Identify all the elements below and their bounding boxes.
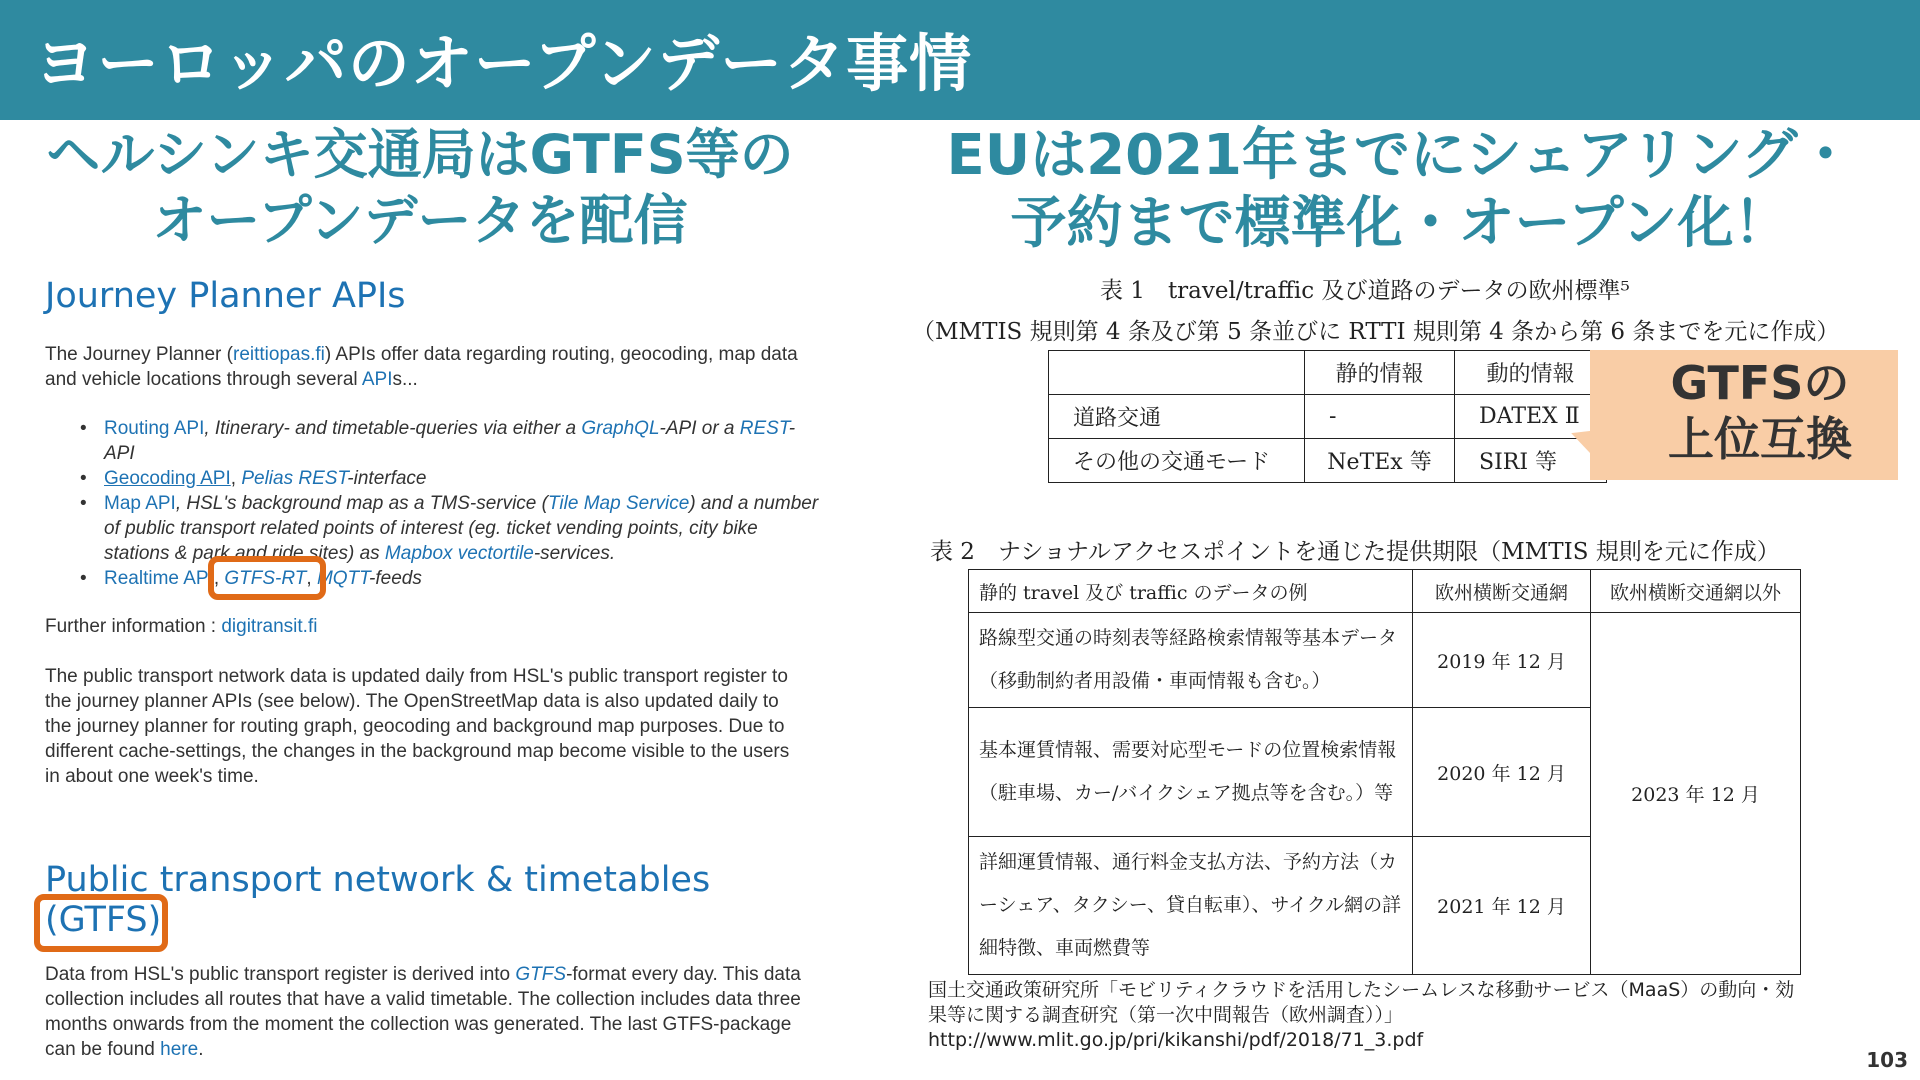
standards-table (1048, 350, 1607, 483)
table-cell: 路線型交通の時刻表等経路検索情報等基本データ（移動制約者用設備・車両情報も含む。） (969, 613, 1413, 708)
callout-line2: 上位互換 (1668, 412, 1852, 466)
table-cell: - (1305, 395, 1455, 439)
section-title-journey-planner: Journey Planner APIs (45, 276, 406, 316)
table-row (969, 613, 1801, 708)
rest-link[interactable]: REST (739, 418, 789, 439)
table-cell: DATEX Ⅱ (1455, 395, 1607, 439)
intro-text-2: ) APIs offer data regarding routing, geocoding, map data and vehicle locations through several (45, 344, 798, 390)
further-info (45, 614, 805, 639)
bullet-text: , Itinerary- and timetable-queries via either a (204, 418, 582, 439)
bullet-text: , HSL's background map as a TMS-service ( (175, 493, 548, 514)
digitransit-link[interactable]: digitransit.fi (221, 616, 318, 637)
bullet-text: -interface (347, 468, 427, 489)
gtfs-highlight-box (34, 894, 168, 952)
update-paragraph: The public transport network data is updated daily from HSL's public transport register to the journey planner APIs (see below). The OpenStreetMap data is also updated daily to the journey planner for routing graph, geocoding and background map purposes. Due to different cache-settings, the changes in the background map become visible to the users in about one week's time. (45, 666, 790, 787)
reference-url: http://www.mlit.go.jp/pri/kikanshi/pdf/2018/71_3.pdf (928, 1029, 1424, 1051)
reittiopas-link[interactable]: reittiopas.fi (233, 344, 325, 365)
further-label: Further information : (45, 616, 222, 637)
api-link[interactable]: API (361, 369, 393, 390)
merged-deadline-cell: 2023 年 12 月 (1591, 613, 1801, 975)
table-cell: 静的 travel 及び traffic のデータの例 (969, 570, 1413, 613)
table-header-row (969, 570, 1801, 613)
reference-line1: 国土交通政策研究所「モビリティクラウドを活用したシームレスな移動サービス（MaaS）の動向・効 (928, 979, 1795, 1001)
bullet-text: -services. (533, 543, 616, 564)
title-bar (0, 0, 1920, 120)
list-item (80, 466, 820, 491)
gtfs-link[interactable]: GTFS (515, 964, 567, 985)
left-heading (20, 122, 820, 254)
table-cell: 2021 年 12 月 (1413, 837, 1591, 975)
realtime-api-link[interactable]: Realtime API (104, 568, 214, 589)
table-cell: 2019 年 12 月 (1413, 613, 1591, 708)
table-cell: 基本運賃情報、需要対応型モードの位置検索情報（駐車場、カー/バイクシェア拠点等を含む。）等 (969, 708, 1413, 837)
intro-paragraph (45, 342, 805, 392)
gtfs-rt-highlight-box (208, 556, 326, 600)
table-cell: 動的情報 (1455, 351, 1607, 395)
bullet-separator: , (306, 568, 317, 589)
geocoding-api-link[interactable]: Geocoding API (104, 468, 231, 489)
table-cell: 2020 年 12 月 (1413, 708, 1591, 837)
left-heading-line2: オープンデータを配信 (152, 189, 688, 252)
right-heading (900, 122, 1900, 258)
callout-text (1620, 355, 1900, 467)
gtfs-text-1: Data from HSL's public transport register is derived into (45, 964, 516, 985)
gtfs-text-2: -format every day. This data collection includes all routes that have a valid timetable. The collection includes data three months onwards from the moment the collection was generated. The last GTFS-package can be found (45, 964, 801, 1060)
callout-line1: GTFSの (1670, 356, 1850, 410)
here-link[interactable]: here (160, 1039, 199, 1060)
section-title-gtfs-line1: Public transport network & timetables (45, 860, 711, 900)
bullet-text: -feeds (369, 568, 422, 589)
left-heading-line1: ヘルシンキ交通局はGTFS等の (46, 123, 794, 186)
bullet-separator: , (230, 468, 242, 489)
graphql-link[interactable]: GraphQL (581, 418, 660, 439)
table-cell: 欧州横断交通網以外 (1591, 570, 1801, 613)
page-number: 103 (1866, 1048, 1908, 1072)
slide-title: ヨーロッパのオープンデータ事情 (34, 27, 973, 100)
list-item (80, 416, 820, 466)
table1-subcaption: （MMTIS 規則第 4 条及び第 5 条並びに RTTI 規則第 4 条から第 6 条までを元に作成） (912, 319, 1840, 345)
table-cell: 詳細運賃情報、通行料金支払方法、予約方法（カーシェア、タクシー、貸自転車）、サイクル網の詳細特徴、車両燃費等 (969, 837, 1413, 975)
table2-caption: 表 2 ナショナルアクセスポイントを通じた提供期限（MMTIS 規則を元に作成） (930, 539, 1780, 565)
table-cell: 静的情報 (1305, 351, 1455, 395)
table-header-row (1049, 351, 1607, 395)
section-title-gtfs-line2: (GTFS) (45, 900, 162, 940)
table-cell (1049, 351, 1305, 395)
api-list (80, 416, 820, 591)
bullet-text: -API (104, 418, 796, 464)
tile-map-service-link[interactable]: Tile Map Service (547, 493, 690, 514)
intro-text-1: The Journey Planner ( (45, 344, 233, 365)
bullet-text: -API or a (659, 418, 740, 439)
right-heading-line2: 予約まで標準化・オープン化！ (1010, 191, 1790, 256)
table-row (1049, 395, 1607, 439)
reference-line2: 果等に関する調査研究（第一次中間報告（欧州調査））」 (928, 1004, 1404, 1026)
gtfs-text-3: . (198, 1039, 204, 1060)
table1-caption: 表 1 travel/traffic 及び道路のデータの欧州標準⁵ (1100, 278, 1630, 304)
table-cell: 道路交通 (1049, 395, 1305, 439)
pelias-rest-link[interactable]: Pelias REST (241, 468, 348, 489)
table-cell: NeTEx 等 (1305, 439, 1455, 483)
mapbox-vectortile-link[interactable]: Mapbox vectortile (384, 543, 534, 564)
gtfs-paragraph (45, 962, 805, 1062)
bullet-separator: , (213, 568, 225, 589)
routing-api-link[interactable]: Routing API (104, 418, 205, 439)
right-heading-line1: EUは2021年までにシェアリング・ (946, 123, 1854, 188)
reference-citation (928, 978, 1868, 1053)
deadline-table (968, 569, 1801, 975)
bullet-text: ) and a number of public transport related points of interest (eg. ticket vending points, city bike stations & park and ride sites) as (104, 493, 819, 564)
list-item (80, 491, 820, 566)
table-cell: SIRI 等 (1455, 439, 1607, 483)
table-cell: その他の交通モード (1049, 439, 1305, 483)
gtfs-rt-link[interactable]: GTFS-RT (224, 568, 307, 589)
intro-text-3: s... (392, 369, 418, 390)
table-row (1049, 439, 1607, 483)
map-api-link[interactable]: Map API (104, 493, 176, 514)
mqtt-link[interactable]: MQTT (316, 568, 370, 589)
list-item (80, 566, 820, 591)
table-cell: 欧州横断交通網 (1413, 570, 1591, 613)
